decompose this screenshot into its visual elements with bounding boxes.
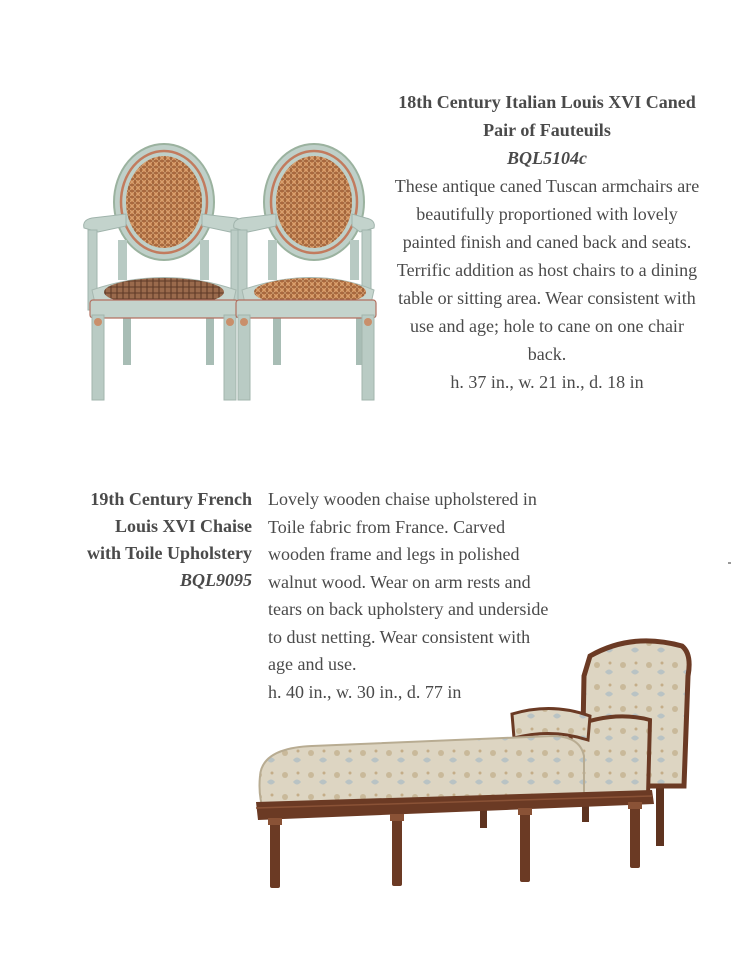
- stray-mark: [728, 562, 731, 564]
- item2-title-block: [80, 486, 252, 594]
- armchairs-image: [78, 140, 383, 405]
- item2-sku: BQL9095: [180, 570, 252, 590]
- item1-description: These antique caned Tuscan armchairs are beautifully proportioned with lovely painted finish and caned back and seats. Terrific addition as host chairs to a dining table or sitting area. Wear consistent with use and age; hole to cane on one chair back.: [394, 176, 700, 364]
- item1-sku: BQL5104c: [507, 148, 587, 168]
- chaise-longue-image: [252, 636, 700, 902]
- item1-title: 18th Century Italian Louis XVI Caned Pair of Fauteuils: [398, 92, 696, 140]
- item2-title: 19th Century French Louis XVI Chaise with Toile Upholstery: [86, 489, 252, 563]
- item1-text-block: [392, 88, 702, 396]
- item2-dimensions: h. 40 in., w. 30 in., d. 77 in: [268, 681, 462, 702]
- item1-dimensions: h. 37 in., w. 21 in., d. 18 in: [450, 372, 644, 392]
- left-armchair: [84, 144, 245, 400]
- item2-description: Lovely wooden chaise upholstered in Toile fabric from France. Carved wooden frame and legs in polished walnut wood. Wear on arm rests and tears on back upholstery and underside to dust netting. Wear consistent with age and use.: [268, 489, 549, 674]
- right-armchair: [234, 144, 376, 400]
